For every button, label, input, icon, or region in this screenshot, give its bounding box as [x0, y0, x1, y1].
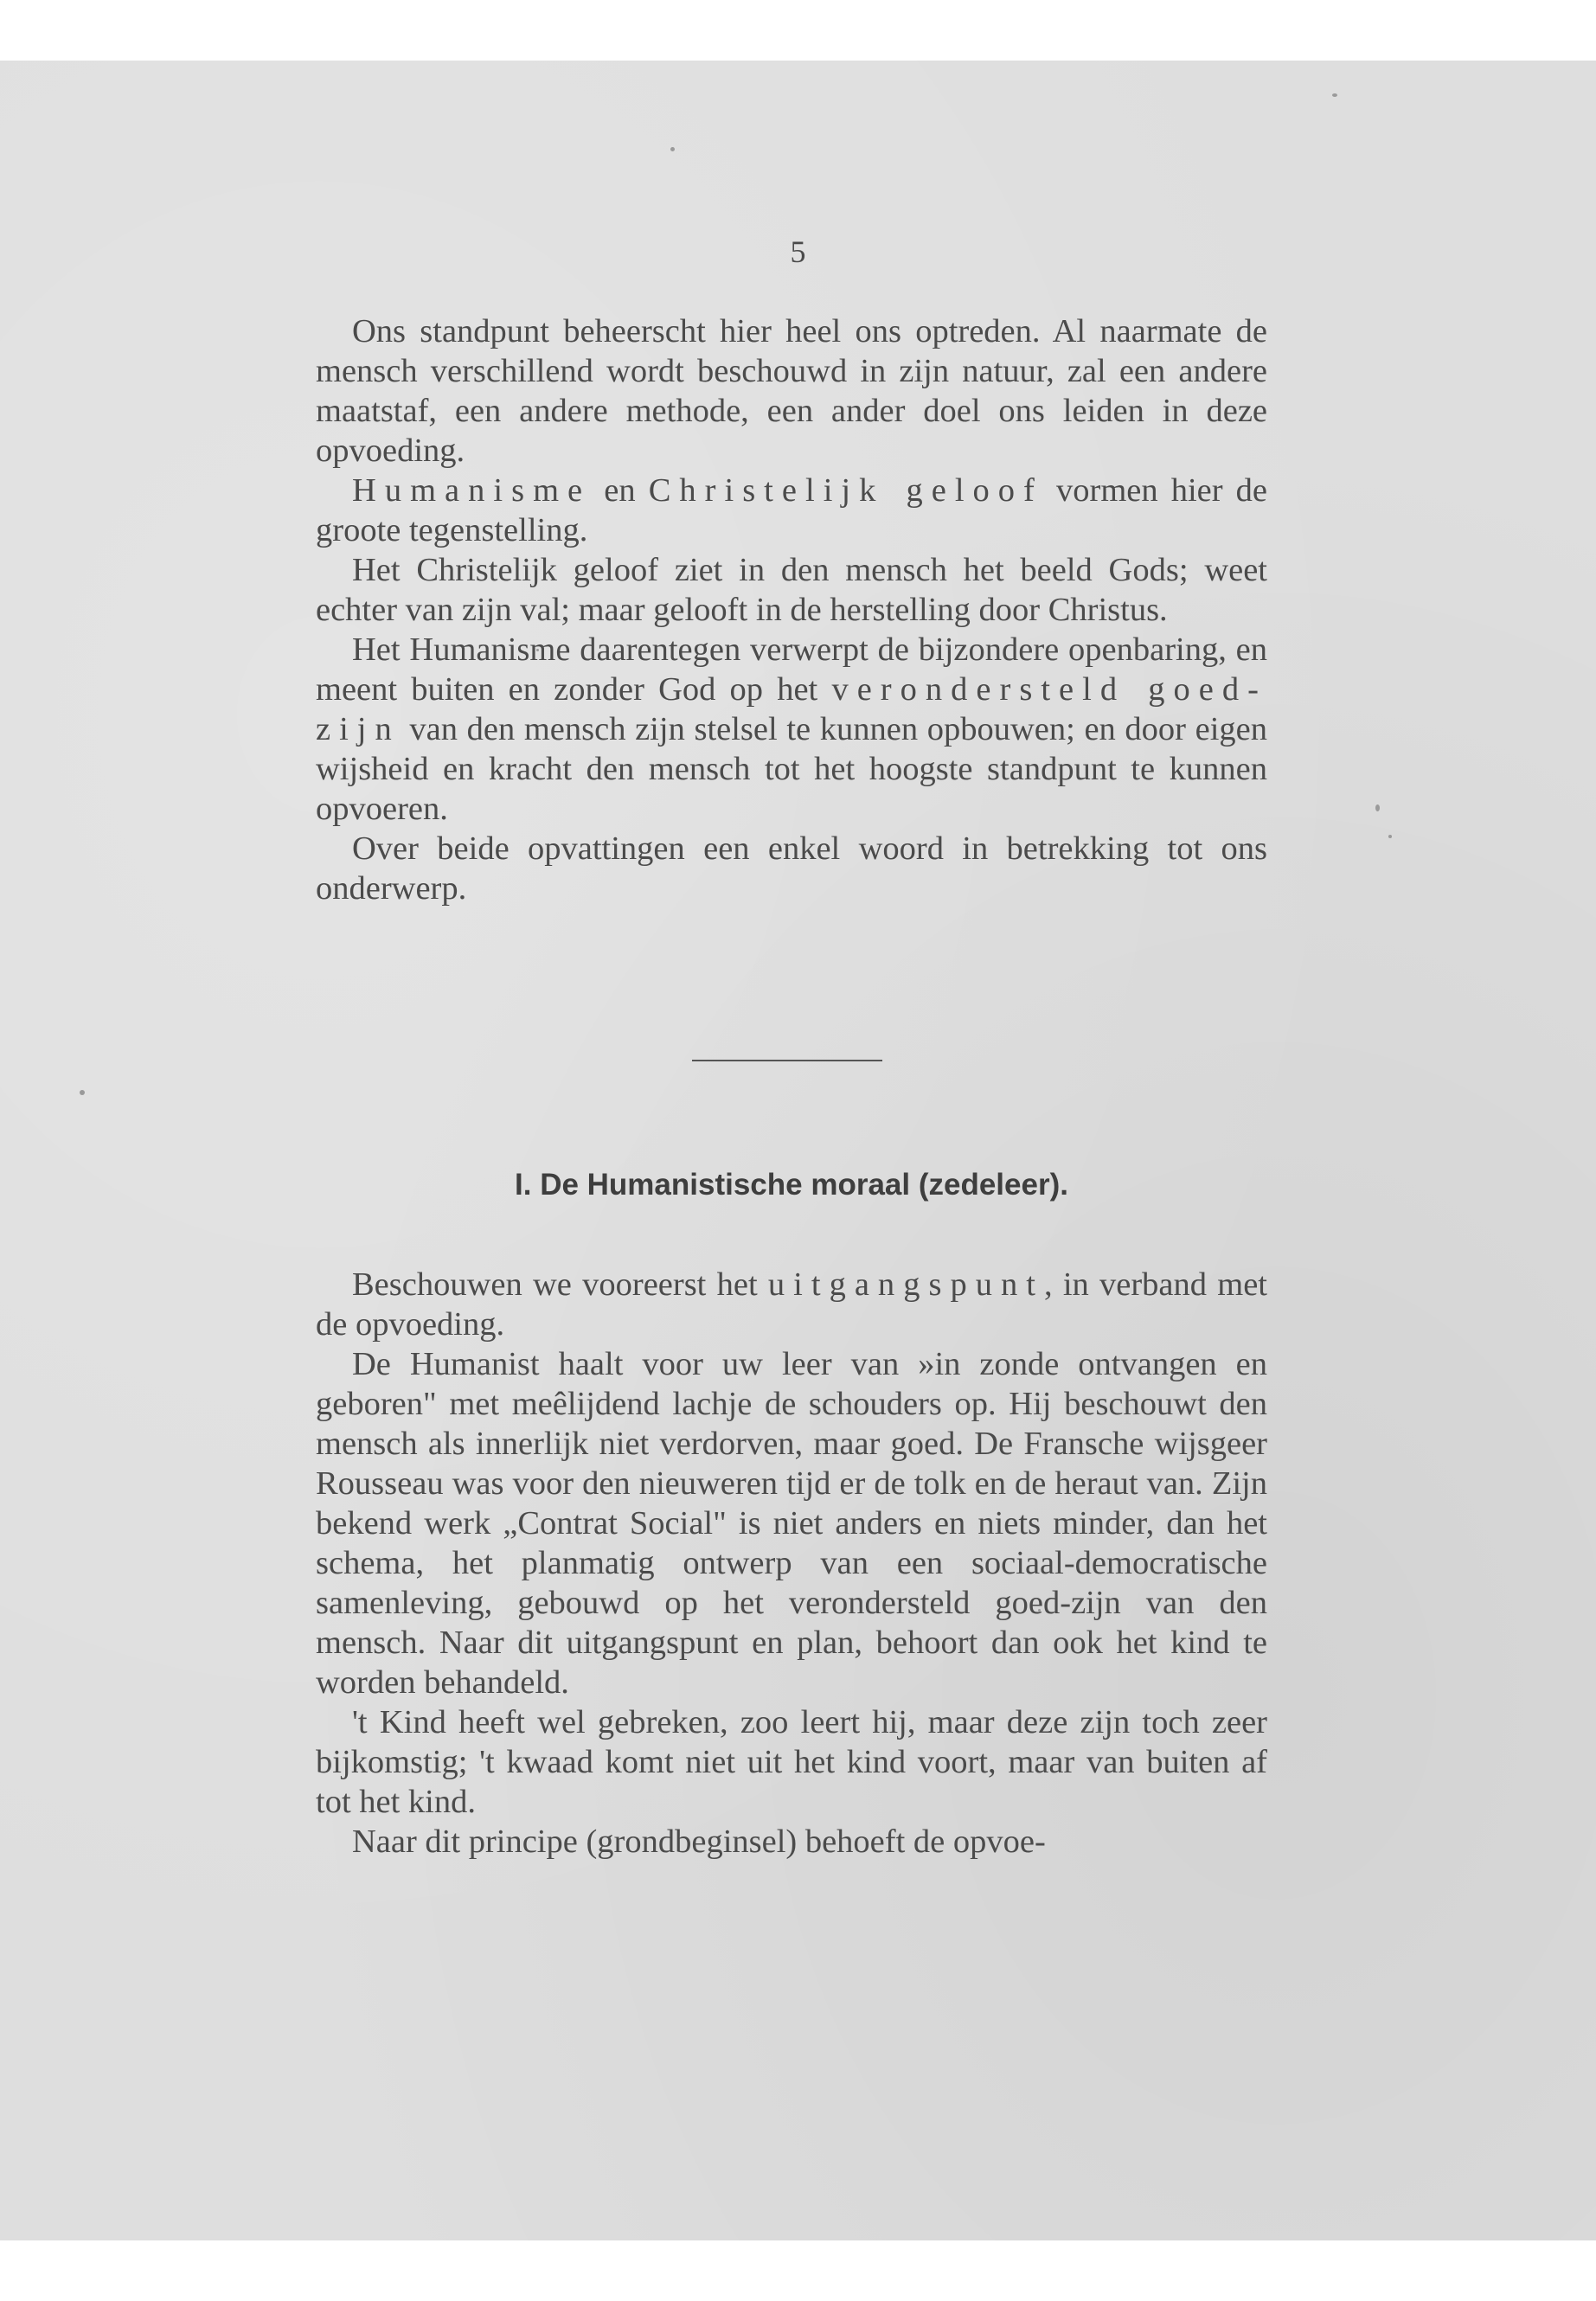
page-number: 5 [790, 234, 806, 269]
section-divider [692, 1060, 882, 1061]
text-run: Beschouwen we vooreerst het [352, 1266, 768, 1303]
paper-speck [1375, 804, 1380, 811]
paragraph: 't Kind heeft wel gebreken, zoo leert hij, maar deze zijn toch zeer bijkomstig; 't kwaad komt niet uit het kind voort, maar van buiten af tot het kind. [316, 1704, 1267, 1820]
paragraph [316, 1265, 1267, 1344]
paper-speck [1332, 93, 1337, 97]
text-run: Het Humanisme daarentegen verwerpt de bijzondere openbaring, en meent buiten en zonder God op het [316, 631, 1267, 708]
paper-speck [1388, 835, 1392, 838]
paper-speck [80, 1090, 85, 1095]
paragraph: Over beide opvattingen een enkel woord in betrekking tot ons onderwerp. [316, 830, 1267, 907]
spaced-emphasis: uitgangspunt [767, 1266, 1044, 1303]
section-text [316, 1265, 1267, 1862]
paragraph [316, 630, 1267, 829]
text-run: , in verband met de opvoeding. [316, 1266, 1267, 1343]
paragraph [316, 471, 1267, 550]
paragraph: Ons standpunt beheerscht hier heel ons optreden. Al naarmate de mensch verschillend wordt beschouwd in zijn natuur, zal een andere maatstaf, een andere methode, een ander doel ons leiden in deze opvoeding. [316, 313, 1267, 469]
spaced-emphasis: Christelijk geloof [648, 472, 1043, 509]
section-heading: I. De Humanistische moraal (zedeleer). [515, 1168, 1068, 1202]
paragraph: Naar dit principe (grondbeginsel) behoeft de opvoe- [352, 1823, 1046, 1860]
text-run: en [591, 472, 649, 509]
intro-text [316, 311, 1267, 908]
spaced-emphasis: verondersteld goed-zijn [316, 671, 1267, 747]
text-run: van den mensch zijn stelsel te kunnen opbouwen; en door eigen wijsheid en kracht den mensch tot het hoogste standpunt te kunnen opvoeren. [316, 711, 1267, 827]
paragraph: De Humanist haalt voor uw leer van »in zonde ontvangen en geboren" met meêlijdend lachje de schouders op. Hij beschouwt den mensch als innerlijk niet verdorven, maar goed. De Fransche wijsgeer Rousseau was voor den nieuweren tijd er de tolk en de heraut van. Zijn bekend werk „Contrat Social" is niet anders en niets minder, dan het schema, het planmatig ontwerp van een sociaal-democratische samenleving, gebouwd op het verondersteld goed-zijn van den mensch. Naar dit uitgangspunt en plan, behoort dan ook het kind te worden behandeld. [316, 1346, 1267, 1701]
paragraph: Het Christelijk geloof ziet in den mensch het beeld Gods; weet echter van zijn val; maar gelooft in de herstelling door Christus. [316, 552, 1267, 628]
paper-speck [670, 147, 675, 151]
spaced-emphasis: Humanisme [352, 472, 592, 509]
text-run: vormen hier de groote tegenstelling. [316, 472, 1268, 548]
